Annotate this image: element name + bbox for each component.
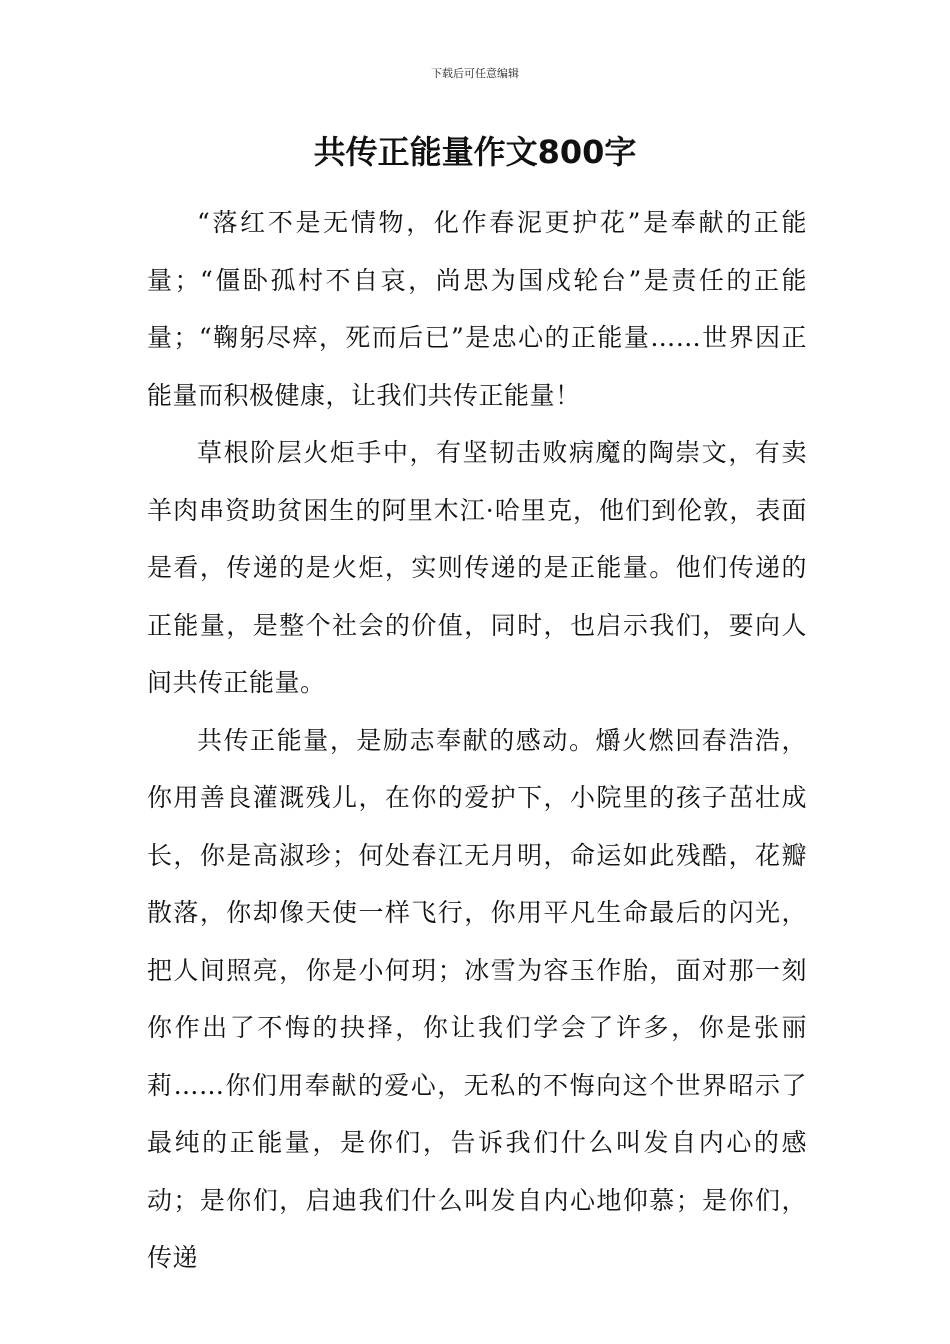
paragraph-2: 草根阶层火炬手中，有坚韧击败病魔的陶崇文，有卖羊肉串资助贫困生的阿里木江·哈里克，他们到伦敦，表面是看，传递的是火炬，实则传递的是正能量。他们传递的正能量，是整个社会的价值，同时，也启示我们，要向人间共传正能量。 (147, 438, 807, 697)
article-body (147, 194, 807, 1287)
page-title: 共传正能量作文800字 (313, 133, 637, 171)
paragraph-1: “落红不是无情物，化作春泥更护花”是奉献的正能量；“僵卧孤村不自哀，尚思为国戍轮台”是责任的正能量；“鞠躬尽瘁，死而后已”是忠心的正能量……世界因正能量而积极健康，让我们共传正能量！ (147, 208, 807, 410)
paragraph-3: 共传正能量，是励志奉献的感动。爝火燃回春浩浩，你用善良灌溉残儿，在你的爱护下，小院里的孩子茁壮成长，你是高淑珍；何处春江无月明，命运如此残酷，花瓣散落，你却像天使一样飞行，你用平凡生命最后的闪光，把人间照亮，你是小何玥；冰雪为容玉作胎，面对那一刻你作出了不悔的抉择，你让我们学会了许多，你是张丽莉……你们用奉献的爱心，无私的不悔向这个世界昭示了最纯的正能量，是你们，告诉我们什么叫发自内心的感动；是你们，启迪我们什么叫发自内心地仰慕；是你们，传递 (147, 725, 807, 1272)
header-note: 下载后可任意编辑 (431, 67, 519, 80)
